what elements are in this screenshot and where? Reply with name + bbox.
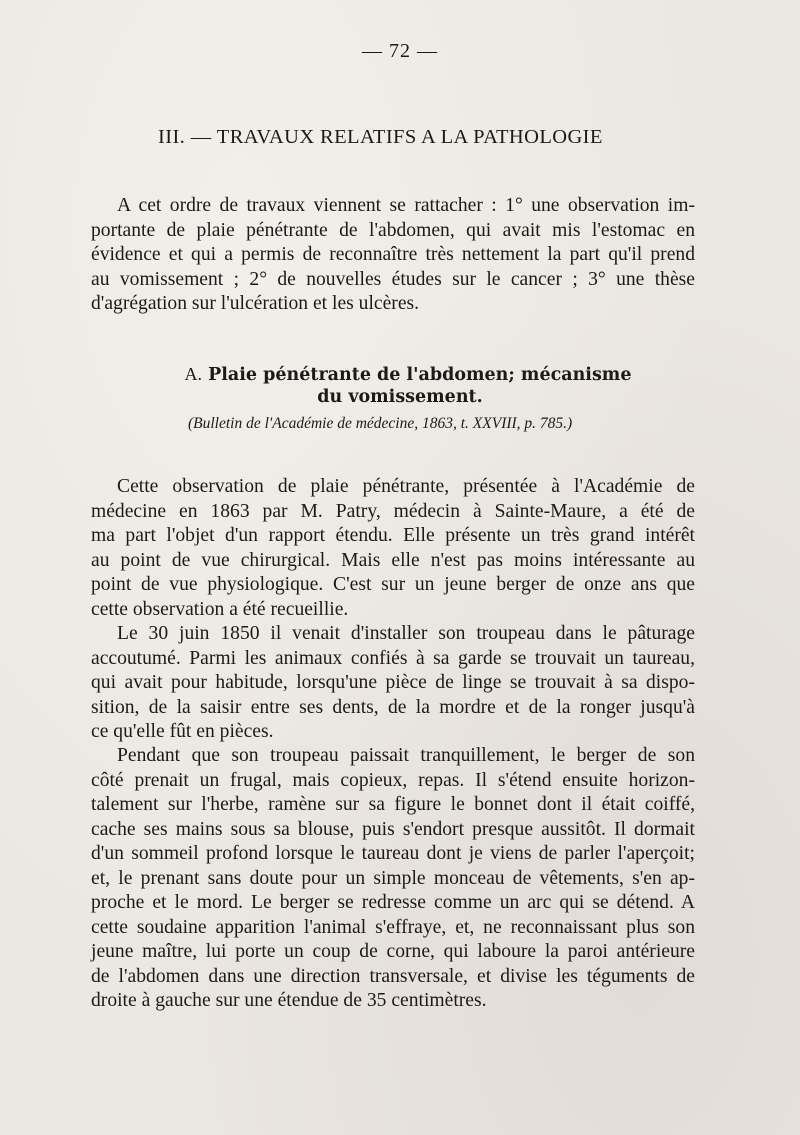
text-line: médecine en 1863 par M. Patry, médecin à Sainte-Maure, a été de — [91, 500, 695, 522]
text-line: talement sur l'herbe, ramène sur sa figure le bonnet dont il était coiffé, — [91, 794, 695, 815]
text-line: sition, de la saisir entre ses dents, de la mordre et de la ronger jusqu'à — [91, 696, 695, 718]
subsection-title: Plaie pénétrante de l'abdomen; mécanisme — [208, 365, 632, 385]
text-line: A cet ordre de travaux viennent se rattacher : 1° une observation im- — [117, 195, 695, 216]
text-line: au point de vue chirurgical. Mais elle n'est pas moins intéressante au — [91, 549, 695, 571]
text-line: portante de plaie pénétrante de l'abdomen, qui avait mis l'estomac en — [91, 219, 695, 241]
text-line: Cette observation de plaie pénétrante, présentée à l'Académie de — [117, 476, 695, 497]
text-line: droite à gauche sur une étendue de 35 centimètres. — [91, 990, 487, 1011]
text-line: qui avait pour habitude, lorsqu'une pièce de linge se trouvait à sa dispo- — [91, 672, 695, 693]
text-line: proche et le mord. Le berger se redresse comme un arc qui se détend. A — [91, 892, 695, 913]
body-paragraph — [91, 475, 695, 622]
text-line: cette observation a été recueillie. — [91, 598, 349, 620]
text-line: d'un sommeil profond lorsque le taureau dont je viens de parler l'aperçoit; — [91, 843, 695, 864]
text-line: ce qu'elle fût en pièces. — [91, 721, 274, 742]
text-line: ma part l'objet d'un rapport étendu. Elle présente un très grand intérêt — [91, 525, 695, 546]
subsection-heading — [8, 362, 800, 387]
intro-paragraph — [91, 194, 695, 317]
body-paragraph — [91, 744, 695, 1014]
text-line: et, le prenant sans doute pour un simple monceau de vêtements, s'en ap- — [91, 867, 695, 889]
subsection-heading-continued: du vomissement. — [317, 387, 483, 407]
page-number: — 72 — — [362, 40, 438, 62]
text-line: point de vue physiologique. C'est sur un jeune berger de onze ans que — [91, 574, 695, 595]
text-line: évidence et qui a permis de reconnaître très nettement la part qu'il prend — [91, 244, 695, 265]
text-line: d'agrégation sur l'ulcération et les ulcères. — [91, 293, 420, 314]
subsection-letter: A. — [184, 364, 203, 384]
citation — [188, 415, 572, 433]
text-line: Pendant que son troupeau paissait tranquillement, le berger de son — [117, 745, 695, 766]
section-heading: III. — TRAVAUX RELATIFS A LA PATHOLOGIE — [158, 126, 603, 148]
text-line: Le 30 juin 1850 il venait d'installer son troupeau dans le pâturage — [117, 623, 695, 644]
text-line: accoutumé. Parmi les animaux confiés à sa garde se trouvait un taureau, — [91, 647, 695, 669]
text-line: au vomissement ; 2° de nouvelles études sur le cancer ; 3° une thèse — [91, 268, 695, 290]
text-line: côté prenait un frugal, mais copieux, repas. Il s'étend ensuite horizon- — [91, 769, 695, 791]
text-line: jeune maître, lui porte un coup de corne, qui laboure la paroi antérieure — [91, 941, 695, 962]
text-line: de l'abdomen dans une direction transversale, et divise les téguments de — [91, 965, 695, 987]
citation-text: (Bulletin de l'Académie de médecine, 1863, t. XXVIII, p. 785.) — [188, 415, 573, 432]
text-line: cache ses mains sous sa blouse, puis s'endort presque aussitôt. Il dormait — [91, 818, 695, 840]
body-paragraph — [91, 622, 695, 745]
text-line: cette soudaine apparition l'animal s'effraye, et, ne reconnaissant plus son — [91, 916, 695, 938]
